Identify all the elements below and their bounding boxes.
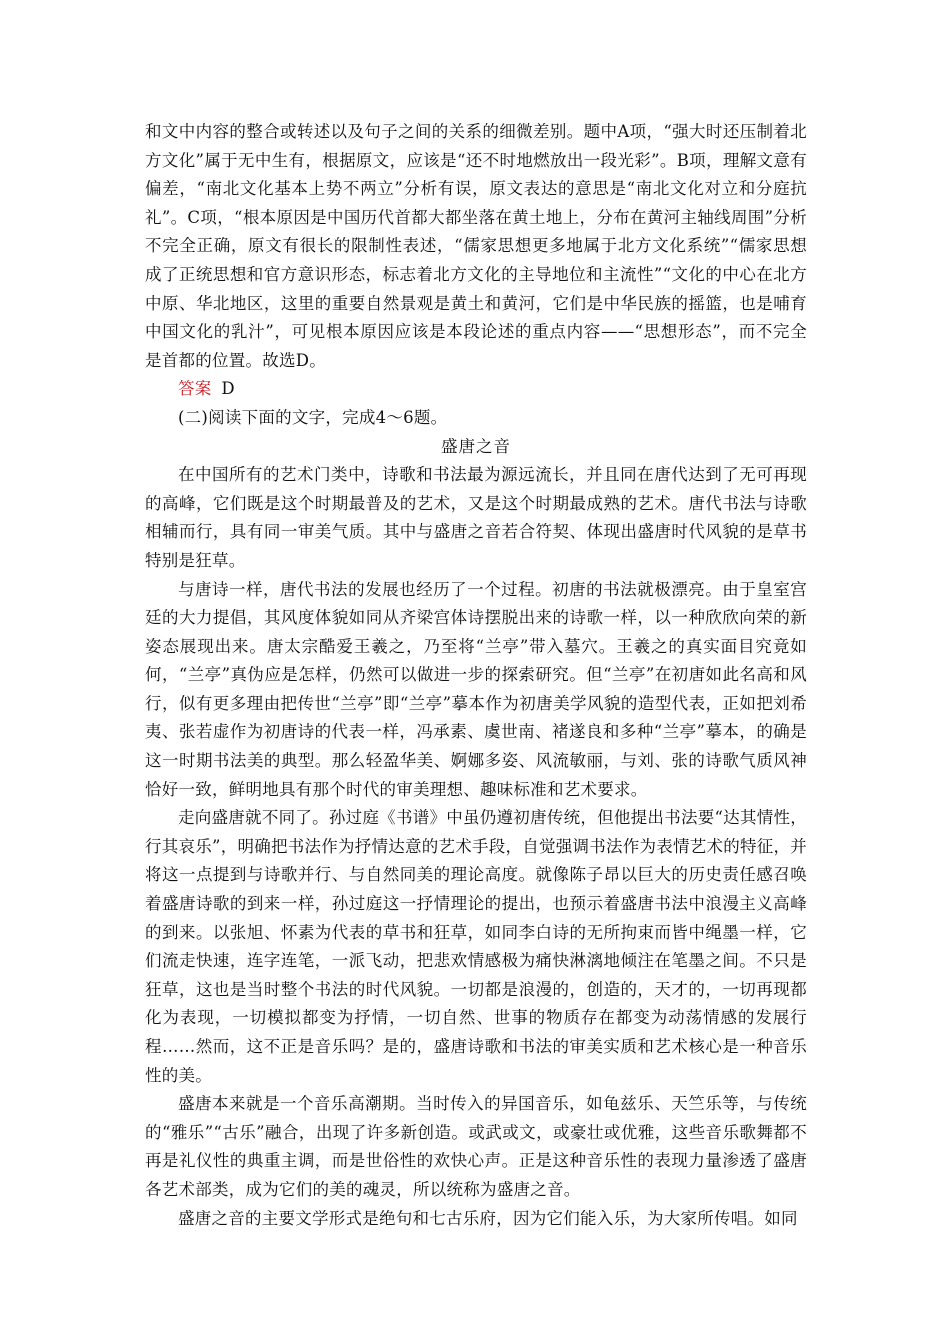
article-paragraph-1: 在中国所有的艺术门类中，诗歌和书法最为源远流长，并且同在唐代达到了无可再现的高峰，它们既是这个时期最普及的艺术，又是这个时期最成熟的艺术。唐代书法与诗歌相辅而行，具有同一审美气质。其中与盛唐之音若合符契、体现出盛唐时代风貌的是草书特别是狂草。 [145, 465, 807, 570]
section-intro: (二)阅读下面的文字，完成4～6题。 [178, 407, 448, 427]
answer-line [145, 375, 807, 404]
article-paragraph-4: 盛唐本来就是一个音乐高潮期。当时传入的异国音乐，如龟兹乐、天竺乐等，与传统的“雅乐”“古乐”融合，出现了许多新创造。或武或文，或豪壮或优雅，这些音乐歌舞都不再是礼仪性的典重主调，而是世俗性的欢快心声。正是这种音乐性的表现力量渗透了盛唐各艺术部类，成为它们的美的魂灵，所以统称为盛唐之音。 [145, 1094, 807, 1199]
article-paragraph-5: 盛唐之音的主要文学形式是绝句和七古乐府，因为它们能入乐，为大家所传唱。如同 [178, 1208, 798, 1228]
article-paragraph-2: 与唐诗一样，唐代书法的发展也经历了一个过程。初唐的书法就极漂亮。由于皇室宫廷的大力提倡，其风度体貌如同从齐梁宫体诗摆脱出来的诗歌一样，以一种欣欣向荣的新姿态展现出来。唐太宗酷爱王羲之，乃至将“兰亭”带入墓穴。王羲之的真实面目究竟如何，“兰亭”真伪应是怎样，仍然可以做进一步的探索研究。但“兰亭”在初唐如此名高和风行，似有更多理由把传世“兰亭”即“兰亭”摹本作为初唐美学风貌的造型代表，正如把刘希夷、张若虚作为初唐诗的代表一样，冯承素、虞世南、褚遂良和多种“兰亭”摹本，的确是这一时期书法美的典型。那么轻盈华美、婀娜多姿、风流敏丽，与刘、张的诗歌气质风神恰好一致，鲜明地具有那个时代的审美理想、趣味标准和艺术要求。 [145, 579, 807, 799]
article-title: 盛唐之音 [441, 436, 511, 456]
answer-label: 答案 [178, 379, 212, 399]
article-paragraph-3: 走向盛唐就不同了。孙过庭《书谱》中虽仍遵初唐传统，但他提出书法要“达其情性，行其哀乐”，明确把书法作为抒情达意的艺术手段，自觉强调书法作为表情艺术的特征，并将这一点提到与诗歌并行、与自然同美的理论高度。就像陈子昂以巨大的历史责任感召唤着盛唐诗歌的到来一样，孙过庭这一抒情理论的提出，也预示着盛唐书法中浪漫主义高峰的到来。以张旭、怀素为代表的草书和狂草，如同李白诗的无所拘束而皆中绳墨一样，它们流走快速，连字连笔，一派飞动，把悲欢情感极为痛快淋漓地倾注在笔墨之间。不只是狂草，这也是当时整个书法的时代风貌。一切都是浪漫的，创造的，天才的，一切再现都化为表现，一切模拟都变为抒情，一切自然、世事的物质存在都变为动荡情感的发展行程……然而，这不正是音乐吗？是的，盛唐诗歌和书法的审美实质和艺术核心是一种音乐性的美。 [145, 808, 807, 1085]
answer-explanation: 和文中内容的整合或转述以及句子之间的关系的细微差别。题中A项，“强大时还压制着北方文化”属于无中生有，根据原文，应该是“还不时地燃放出一段光彩”。B项，理解文意有偏差，“南北文化基本上势不两立”分析有误，原文表达的意思是“南北文化对立和分庭抗礼”。C项，“根本原因是中国历代首都大都坐落在黄土地上，分布在黄河主轴线周围”分析不完全正确，原文有很长的限制性表述，“儒家思想更多地属于北方文化系统”“儒家思想成了正统思想和官方意识形态，标志着北方文化的主导地位和主流性”“文化的中心在北方中原、华北地区，这里的重要自然景观是黄土和黄河，它们是中华民族的摇篮，也是哺育中国文化的乳汁”，可见根本原因应该是本段论述的重点内容——“思想形态”，而不完全是首都的位置。故选D。 [145, 122, 807, 370]
answer-value: D [221, 379, 235, 399]
document-body [145, 118, 807, 1233]
